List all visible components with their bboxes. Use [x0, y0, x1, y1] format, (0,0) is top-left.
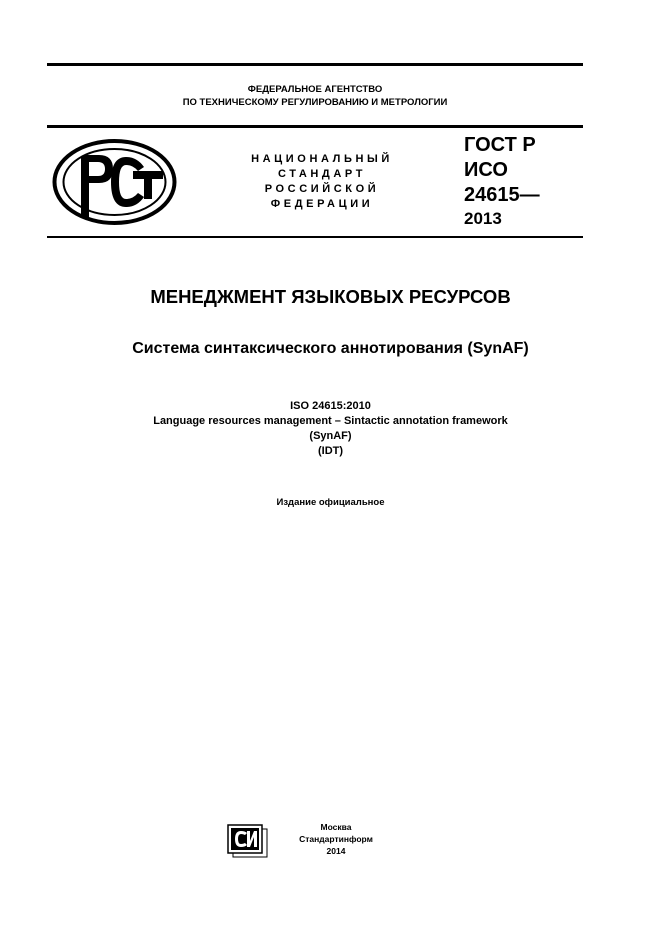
national-standard-line: ФЕДЕРАЦИИ [270, 198, 374, 210]
publisher-year: 2014 [326, 846, 346, 856]
iso-abbr: (SynAF) [309, 430, 352, 442]
iso-equivalence: (IDT) [317, 445, 344, 457]
iso-reference [0, 399, 661, 459]
agency-line-2: ПО ТЕХНИЧЕСКОМУ РЕГУЛИРОВАНИЮ И МЕТРОЛОГИИ [182, 97, 448, 108]
iso-title: Language resources management – Sintactic annotation framework [153, 415, 508, 427]
designation-line-2: ИСО [464, 159, 508, 181]
standartinform-logo [227, 824, 269, 858]
national-standard-label [232, 152, 412, 212]
document-subtitle: Система синтаксического аннотирования (SynAF) [132, 340, 529, 357]
agency-line-1: ФЕДЕРАЛЬНОЕ АГЕНТСТВО [247, 84, 383, 95]
designation-year: 2013 [464, 209, 502, 228]
national-standard-line: НАЦИОНАЛЬНЫЙ [251, 153, 393, 165]
publisher-info [284, 821, 388, 857]
top-rule [47, 63, 583, 66]
edition-label: Издание официальное [276, 497, 385, 508]
publisher-name: Стандартинформ [299, 834, 373, 844]
national-standard-line: РОССИЙСКОЙ [264, 183, 380, 195]
publisher-city: Москва [320, 822, 352, 832]
agency-header [47, 83, 583, 109]
standard-designation [464, 133, 583, 230]
emblem-top-rule [47, 125, 583, 128]
emblem-bottom-rule [47, 236, 583, 238]
rst-logo [51, 137, 178, 227]
designation-line-1: ГОСТ Р [464, 134, 536, 156]
designation-line-3: 24615— [464, 184, 540, 206]
document-title: МЕНЕДЖМЕНТ ЯЗЫКОВЫХ РЕСУРСОВ [150, 286, 511, 307]
national-standard-line: СТАНДАРТ [277, 168, 367, 180]
iso-number: ISO 24615:2010 [290, 400, 371, 412]
